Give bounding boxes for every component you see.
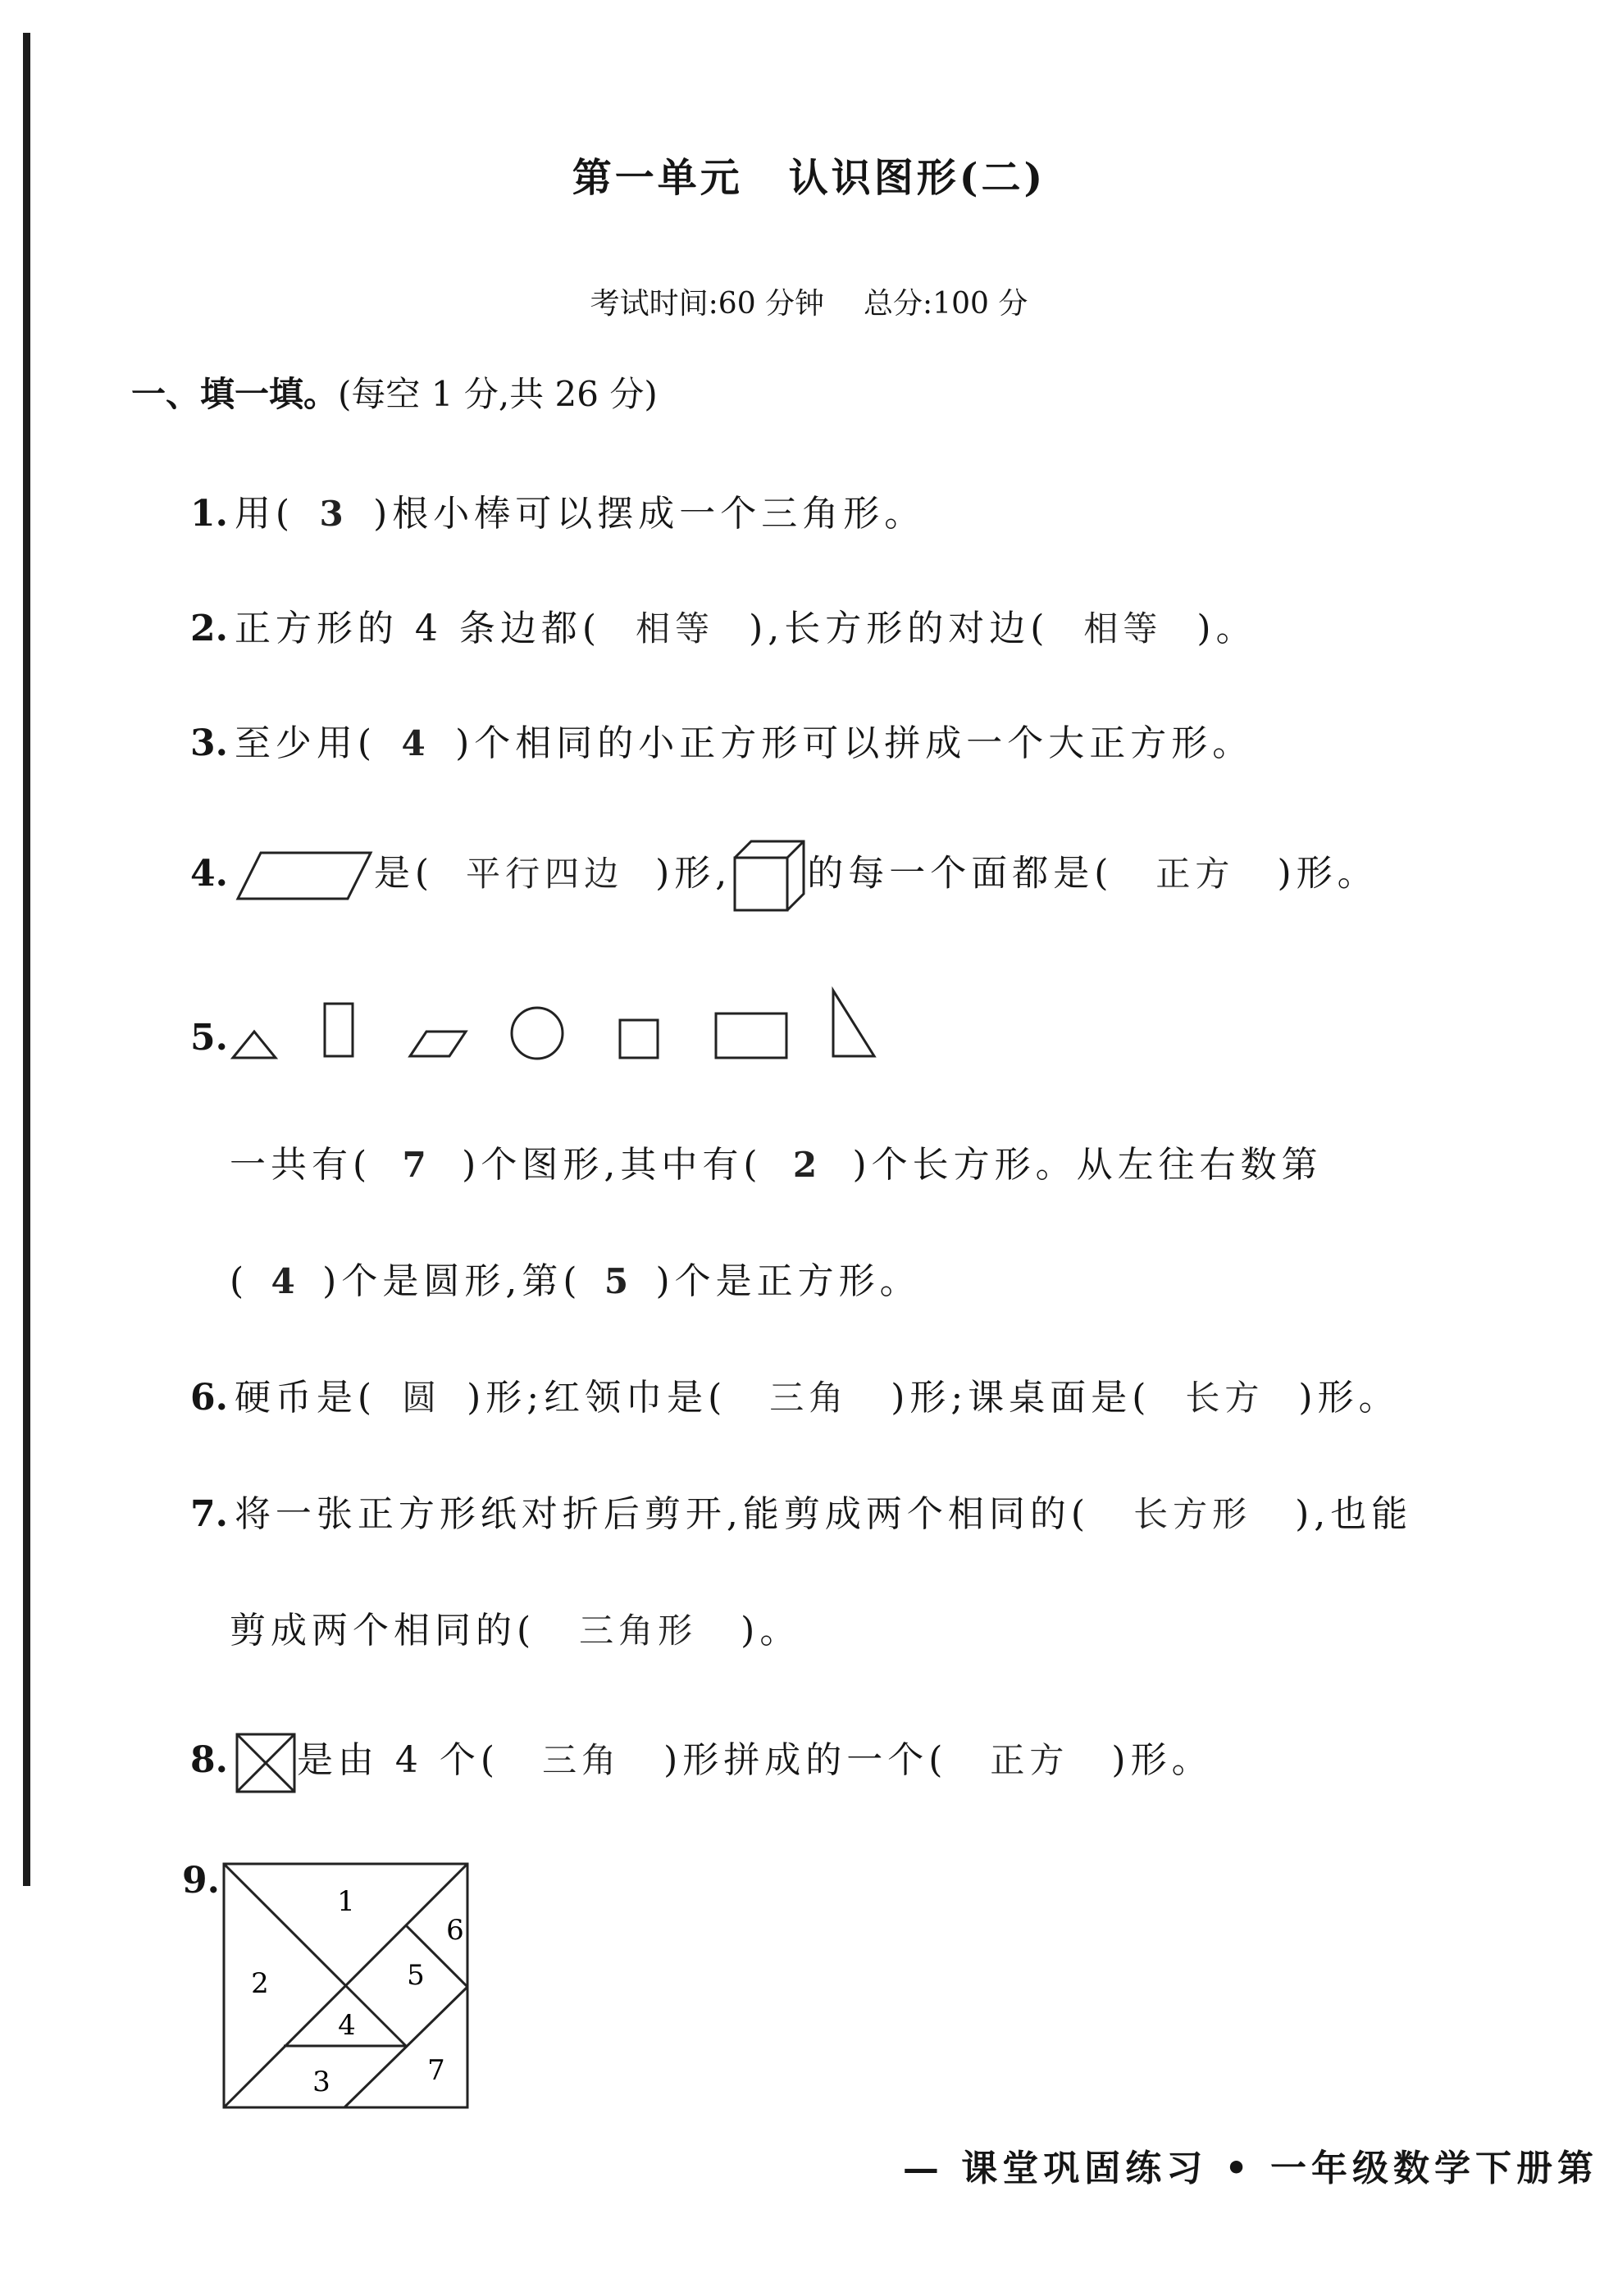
question-3 [190,713,1253,766]
q1-pre: 用( [234,493,295,535]
question-7-line-2 [230,1601,800,1653]
right-triangle-icon [833,991,874,1056]
q6-mid2: )形;课桌面是( [891,1377,1151,1419]
question-number: 5. [190,1017,228,1059]
q8-answer-2: 正方 [990,1740,1069,1780]
triangle-icon [233,1032,276,1058]
q5-line2-mid: )个是圆形,第( [322,1260,582,1302]
q2-mid: ),长方形的对边( [749,608,1050,649]
question-number: 8. [190,1739,228,1781]
tangram-piece-label: 3 [312,2066,330,2098]
question-7-line-1 [190,1484,1412,1537]
q5-line1-post: )个长方形。从左往右数第 [852,1144,1323,1186]
q5-answer-1: 7 [402,1145,431,1185]
q5-line1-pre: 一共有( [230,1144,372,1186]
q2-pre: 正方形的 4 条边都( [234,608,602,649]
square-icon [620,1020,658,1058]
q8-answer-1: 三角 [542,1740,622,1780]
section-label: 一、填一填。 [131,374,339,414]
q5-line1-mid: )个图形,其中有( [462,1144,763,1186]
page-footer: — 课堂巩固练习 • 一年级数学下册第 [902,2148,1598,2189]
page-title [0,146,1618,203]
question-number: 2. [190,608,228,649]
question-number: 6. [190,1377,228,1419]
q5-answer-3: 4 [271,1261,300,1301]
tangram-diagram [221,1861,476,2116]
exam-score: 总分:100 分 [864,287,1028,321]
q7-pre: 将一张正方形纸对折后剪开,能剪成两个相同的( [234,1493,1091,1535]
question-number: 7. [190,1493,228,1535]
question-number: 3. [190,722,228,764]
exam-time: 考试时间:60 分钟 [590,287,825,321]
question-number: 1. [190,493,228,535]
q6-answer-1: 圆 [402,1378,442,1418]
q5-line2-post: )个是正方形。 [655,1260,921,1302]
q5-answer-2: 2 [792,1145,823,1185]
question-4 [190,838,1379,913]
q5-line2-pre: ( [230,1260,249,1302]
parallelogram-icon [410,1032,466,1056]
q8-mid: )形拼成的一个( [663,1739,948,1781]
parallelogram-icon [235,850,374,901]
q8-pre: 是由 4 个( [296,1739,500,1781]
tangram-piece-label: 6 [446,1914,464,1947]
q7-answer-2: 三角形 [579,1610,698,1651]
q6-answer-2: 三角 [769,1378,849,1418]
q2-answer-1: 相等 [636,608,715,649]
q3-pre: 至少用( [234,722,377,764]
q7-line2-post: )。 [741,1610,801,1651]
q2-answer-2: 相等 [1083,608,1163,649]
unit-label: 第一单元 [572,155,743,201]
q3-answer: 4 [401,723,431,763]
question-8 [190,1730,1213,1794]
q4-mid: )形, [655,852,732,895]
question-number: 4. [190,852,228,895]
question-1 [190,484,925,536]
question-number: 9. [182,1860,220,1902]
q4-answer-1: 平行四边 [466,853,624,894]
q5-answer-4: 5 [604,1261,634,1301]
question-5-line-2 [230,1251,921,1304]
q4-mid2: 的每一个面都是( [807,852,1114,895]
q5-shapes [230,984,886,1074]
section-heading [131,367,658,417]
section-note: (每空 1 分,共 26 分) [338,374,658,414]
q4-post: )形。 [1277,852,1379,895]
q8-post: )形。 [1111,1739,1213,1781]
cube-icon [732,838,807,913]
q6-mid1: )形;红领巾是( [467,1377,727,1419]
q1-post: )根小棒可以摆成一个三角形。 [373,493,926,535]
question-2 [190,599,1257,651]
rectangle-icon [716,1014,786,1058]
q7-post: ),也能 [1295,1493,1413,1535]
rectangle-icon [325,1004,353,1056]
square-with-diagonals-icon [235,1732,297,1794]
tangram-piece-label: 4 [338,2009,356,2042]
q7-answer-1: 长方形 [1133,1494,1252,1534]
tangram-piece-label: 2 [251,1967,269,2000]
tangram-piece-label: 1 [337,1885,355,1918]
q6-pre: 硬币是( [234,1377,377,1419]
circle-icon [512,1008,563,1059]
question-9-number [182,1860,226,1902]
question-6 [190,1368,1400,1420]
question-5-line-1 [230,1135,1323,1187]
exam-info [0,280,1618,322]
tangram-piece-label: 5 [407,1959,425,1992]
topic-label: 认识图形(二) [788,155,1046,201]
q4-answer-2: 正方 [1155,853,1235,894]
q6-post: )形。 [1298,1377,1400,1419]
q7-line2-pre: 剪成两个相同的( [230,1610,536,1651]
q1-answer: 3 [319,494,349,534]
q4-pre: 是( [373,852,435,895]
tangram-piece-label: 7 [427,2054,445,2087]
q2-post: )。 [1196,608,1257,649]
q3-post: )个相同的小正方形可以拼成一个大正方形。 [455,722,1254,764]
q6-answer-3: 长方 [1185,1378,1265,1418]
question-5-number [190,1017,235,1059]
